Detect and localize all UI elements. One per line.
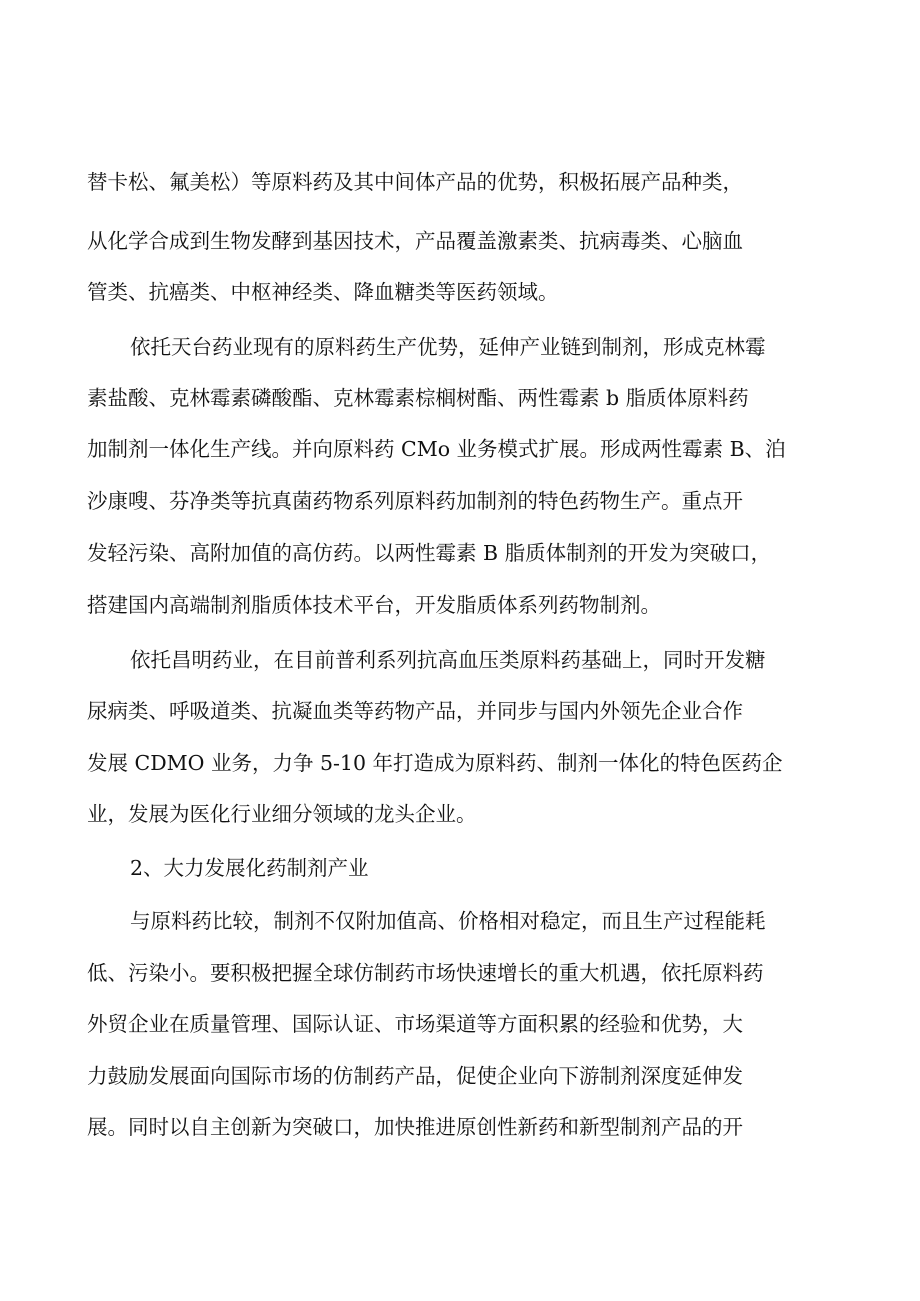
paragraph-1-line-1: 替卡松、氟美松）等原料药及其中间体产品的优势，积极拓展产品种类， (87, 170, 743, 194)
paragraph-2-line-3: 加制剂一体化生产线。并向原料药 CMo 业务模式扩展。形成两性霉素 B、泊 (87, 437, 786, 461)
paragraph-3-line-3: 发展 CDMO 业务，力争 5-10 年打造成为原料药、制剂一体化的特色医药企 (87, 751, 783, 775)
paragraph-2-line-6: 搭建国内高端制剂脂质体技术平台，开发脂质体系列药物制剂。 (87, 593, 661, 617)
paragraph-2-line-2: 素盐酸、克林霉素磷酸酯、克林霉素棕榈树酯、两性霉素 b 脂质体原料药 (87, 386, 749, 410)
paragraph-3-line-4: 业，发展为医化行业细分领域的龙头企业。 (87, 802, 477, 826)
paragraph-2-line-1: 依托天台药业现有的原料药生产优势，延伸产业链到制剂，形成克林霉 (130, 335, 766, 359)
paragraph-4-line-1: 与原料药比较，制剂不仅附加值高、价格相对稳定，而且生产过程能耗 (130, 909, 766, 933)
paragraph-1-line-3: 管类、抗癌类、中枢神经类、降血糖类等医药领域。 (87, 280, 559, 304)
paragraph-3-line-1: 依托昌明药业，在目前普利系列抗高血压类原料药基础上，同时开发糖 (130, 648, 766, 672)
paragraph-1-line-2: 从化学合成到生物发酵到基因技术，产品覆盖激素类、抗病毒类、心脑血 (87, 229, 743, 253)
paragraph-3-line-2: 尿病类、呼吸道类、抗凝血类等药物产品，并同步与国内外领先企业合作 (87, 699, 743, 723)
section-heading: 2、大力发展化药制剂产业 (130, 856, 369, 880)
paragraph-2-line-4: 沙康嗖、芬净类等抗真菌药物系列原料药加制剂的特色药物生产。重点开 (87, 489, 743, 513)
paragraph-4-line-4: 力鼓励发展面向国际市场的仿制药产品，促使企业向下游制剂深度延伸发 (87, 1064, 743, 1088)
paragraph-4-line-3: 外贸企业在质量管理、国际认证、市场渠道等方面积累的经验和优势，大 (87, 1012, 743, 1036)
paragraph-4-line-2: 低、污染小。要积极把握全球仿制药市场快速增长的重大机遇，依托原料药 (87, 961, 764, 985)
paragraph-2-line-5: 发轻污染、高附加值的高仿药。以两性霉素 B 脂质体制剂的开发为突破口， (87, 541, 772, 565)
paragraph-4-line-5: 展。同时以自主创新为突破口，加快推进原创性新药和新型制剂产品的开 (87, 1115, 743, 1139)
